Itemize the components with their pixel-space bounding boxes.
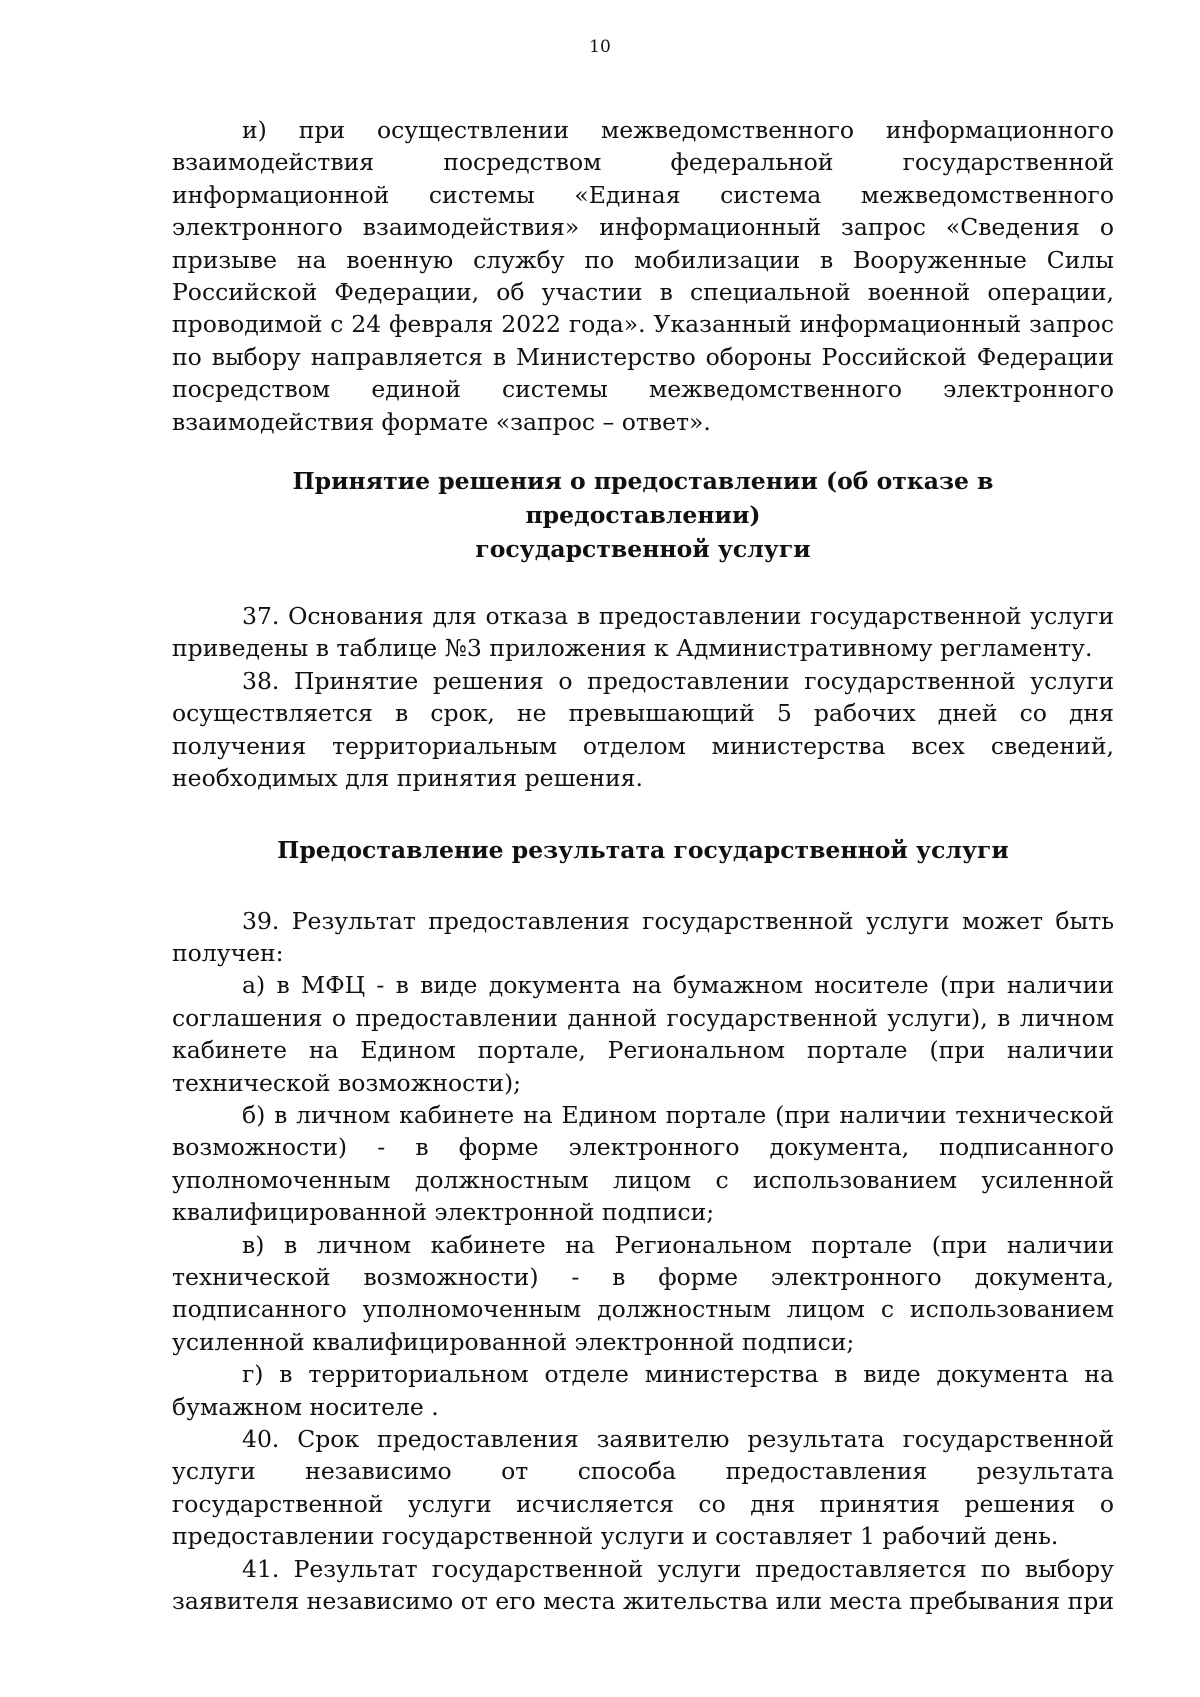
- paragraph-40: 40. Срок предоставления заявителю результата государственной услуги независимо от способа предоставления результата государственной услуги исчисляется со дня принятия решения о предоставлении государственной услуги и составляет 1 рабочий день.: [172, 1425, 1114, 1551]
- paragraph-41: 41. Результат государственной услуги предоставляется по выбору заявителя независимо от его места жительства или места пребывания при: [172, 1554, 1115, 1616]
- list-item-a: а) в МФЦ - в виде документа на бумажном носителе (при наличии соглашения о предоставлении данной государственной услуги), в личном кабинете на Едином портале, Региональном портале (при наличии технической возможности);: [172, 971, 1114, 1097]
- paragraph-38: 38. Принятие решения о предоставлении государственной услуги осуществляется в срок, не превышающий 5 рабочих дней со дня получения территориальным отделом министерства всех сведений, необходимых для принятия решения.: [172, 666, 1114, 793]
- paragraph-37: 37. Основания для отказа в предоставлении государственной услуги приведены в таблице №3 приложения к Административному регламенту.: [172, 602, 1114, 663]
- list-item-g: г) в территориальном отделе министерства в виде документа на бумажном носителе .: [172, 1360, 1114, 1421]
- section-heading-decision: [172, 464, 1114, 566]
- spacer: [172, 795, 1114, 833]
- spacer: [172, 438, 1114, 464]
- section-heading-result: Предоставление результата государственной услуги: [277, 835, 1009, 864]
- spacer: [172, 867, 1114, 905]
- list-item-b: б) в личном кабинете на Едином портале (при наличии технической возможности) - в форме электронного документа, подписанного уполномоченным должностным лицом с использованием усиленной квалифицированной электронной подписи;: [172, 1100, 1114, 1227]
- spacer: [172, 566, 1114, 600]
- page-number: 10: [589, 37, 611, 57]
- section-heading-decision-line1: Принятие решения о предоставлении (об отказе в предоставлении): [292, 467, 994, 530]
- document-body: [172, 114, 1114, 1617]
- list-item-v: в) в личном кабинете на Региональном портале (при наличии технической возможности) - в форме электронного документа, подписанного уполномоченным должностным лицом с использованием усиленной квалифицированной электронной подписи;: [172, 1230, 1114, 1356]
- paragraph-39: 39. Результат предоставления государственной услуги может быть получен:: [172, 906, 1114, 967]
- section-heading-decision-line2: государственной услуги: [475, 535, 811, 564]
- paragraph-i: и) при осуществлении межведомственного информационного взаимодействия посредством федеральной государственной информационной системы «Единая система межведомственного электронного взаимодействия» информационный запрос «Сведения о призыве на военную службу по мобилизации в Вооруженные Силы Российской Федерации, об участии в специальной военной операции, проводимой с 24 февраля 2022 года». Указанный информационный запрос по выбору направляется в Министерство обороны Российской Федерации посредством единой системы межведомственного электронного взаимодействия формате «запрос – ответ».: [172, 116, 1114, 436]
